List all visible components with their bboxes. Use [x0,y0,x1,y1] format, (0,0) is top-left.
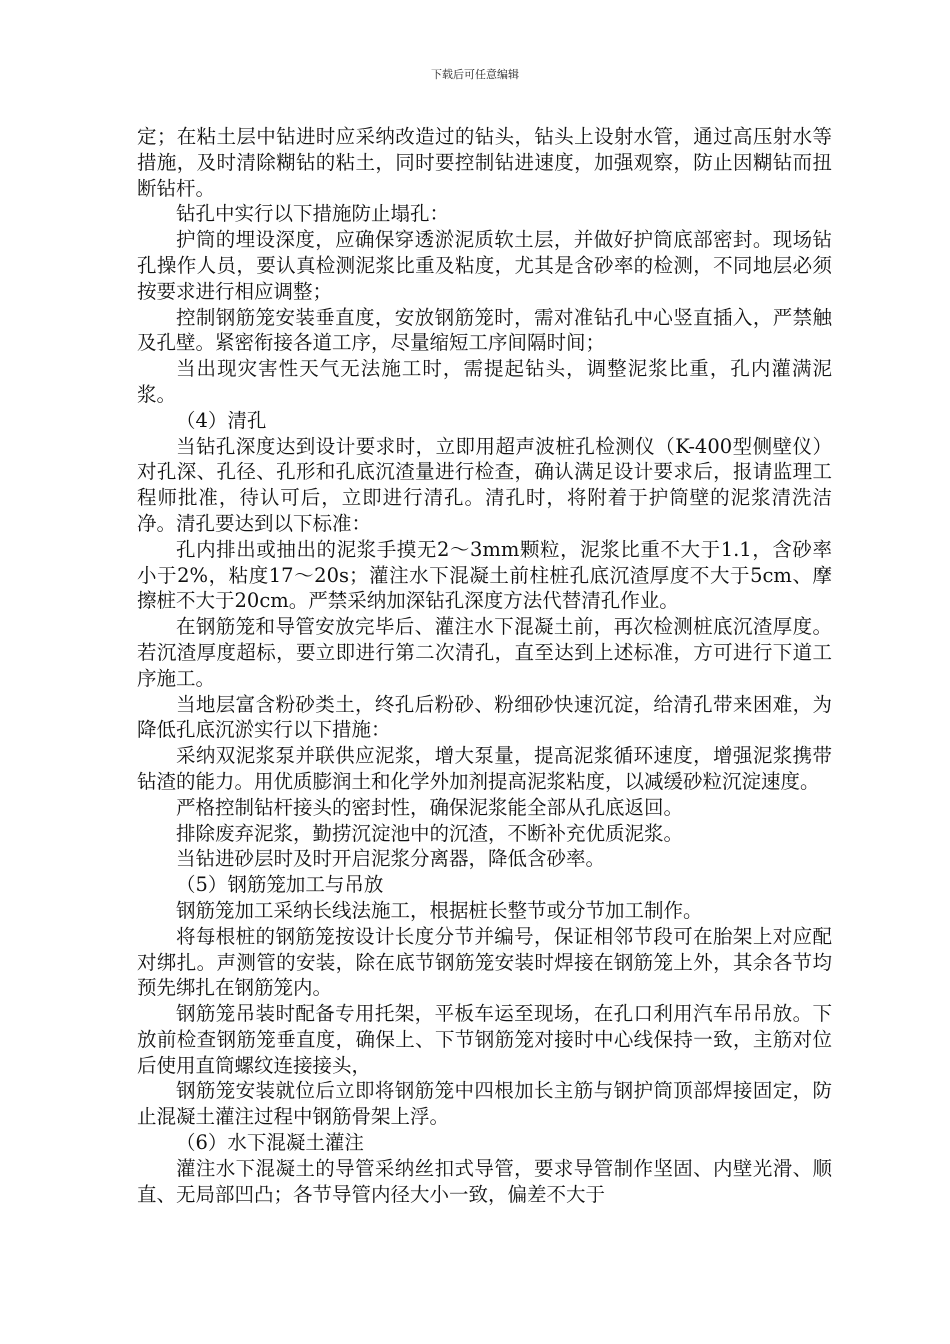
paragraph: 钢筋笼加工采纳长线法施工，根据桩长整节或分节加工制作。 [176,898,703,922]
paragraph: 孔内排出或抽出的泥浆手摸无2～3mm颗粒，泥浆比重不大于1.1，含砂率小于2%，粘度17～20s；灌注水下混凝土前柱桩孔底沉渣厚度不大于5cm、摩擦桩不大于20cm。严禁采纳加深钻孔深度方法代替清孔作业。 [137,537,832,613]
document-body [137,124,832,1207]
paragraph: 排除废弃泥浆，勤捞沉淀池中的沉渣，不断补充优质泥浆。 [176,821,684,845]
paragraph: 严格控制钻杆接头的密封性，确保泥浆能全部从孔底返回。 [176,795,684,819]
paragraph: 钢筋笼安装就位后立即将钢筋笼中四根加长主筋与钢护筒顶部焊接固定，防止混凝土灌注过程中钢筋骨架上浮。 [137,1079,832,1129]
paragraph: 护筒的埋设深度，应确保穿透淤泥质软土层，并做好护筒底部密封。现场钻孔操作人员，要认真检测泥浆比重及粘度，尤其是含砂率的检测，不同地层必须按要求进行相应调整； [137,228,832,303]
paragraph: 灌注水下混凝土的导管采纳丝扣式导管，要求导管制作坚固、内壁光滑、顺直、无局部凹凸；各节导管内径大小一致，偏差不大于 [137,1156,832,1206]
paragraph: 当钻进砂层时及时开启泥浆分离器，降低含砂率。 [176,847,606,871]
paragraph: 控制钢筋笼安装垂直度，安放钢筋笼时，需对准钻孔中心竖直插入，严禁触及孔壁。紧密衔接各道工序，尽量缩短工序间隔时间； [137,305,832,355]
paragraph: 当地层富含粉砂类土，终孔后粉砂、粉细砂快速沉淀，给清孔带来困难，为降低孔底沉淤实行以下措施： [137,692,832,742]
paragraph: 定；在粘土层中钻进时应采纳改造过的钻头，钻头上设射水管，通过高压射水等措施，及时清除糊钻的粘土，同时要控制钻进速度，加强观察，防止因糊钻而扭断钻杆。 [137,125,832,200]
paragraph: 当钻孔深度达到设计要求时，立即用超声波桩孔检测仪（K-400型侧壁仪）对孔深、孔径、孔形和孔底沉渣量进行检查，确认满足设计要求后，报请监理工程师批准，待认可后，立即进行清孔。清孔时，将附着于护筒壁的泥浆清洗洁净。清孔要达到以下标准： [137,434,832,535]
section-heading: （6）水下混凝土灌注 [176,1131,364,1155]
paragraph: 采纳双泥浆泵并联供应泥浆，增大泵量，提高泥浆循环速度，增强泥浆携带钻渣的能力。用优质膨润土和化学外加剂提高泥浆粘度，以减缓砂粒沉淀速度。 [137,744,832,793]
paragraph: 钢筋笼吊装时配备专用托架，平板车运至现场，在孔口利用汽车吊吊放。下放前检查钢筋笼垂直度，确保上、下节钢筋笼对接时中心线保持一致，主筋对位后使用直筒螺纹连接接头， [137,1002,832,1077]
paragraph: 当出现灾害性天气无法施工时，需提起钻头，调整泥浆比重，孔内灌满泥浆。 [137,357,832,406]
paragraph: 钻孔中实行以下措施防止塌孔： [176,202,450,226]
page-header: 下载后可任意编辑 [431,68,519,81]
paragraph: 在钢筋笼和导管安放完毕后、灌注水下混凝土前，再次检测桩底沉渣厚度。若沉渣厚度超标，要立即进行第二次清孔，直至达到上述标准，方可进行下道工序施工。 [137,615,832,690]
section-heading: （5）钢筋笼加工与吊放 [176,873,384,897]
section-heading: （4）清孔 [176,408,267,432]
paragraph: 将每根桩的钢筋笼按设计长度分节并编号，保证相邻节段可在胎架上对应配对绑扎。声测管的安装，除在底节钢筋笼安装时焊接在钢筋笼上外，其余各节均预先绑扎在钢筋笼内。 [137,924,832,1000]
